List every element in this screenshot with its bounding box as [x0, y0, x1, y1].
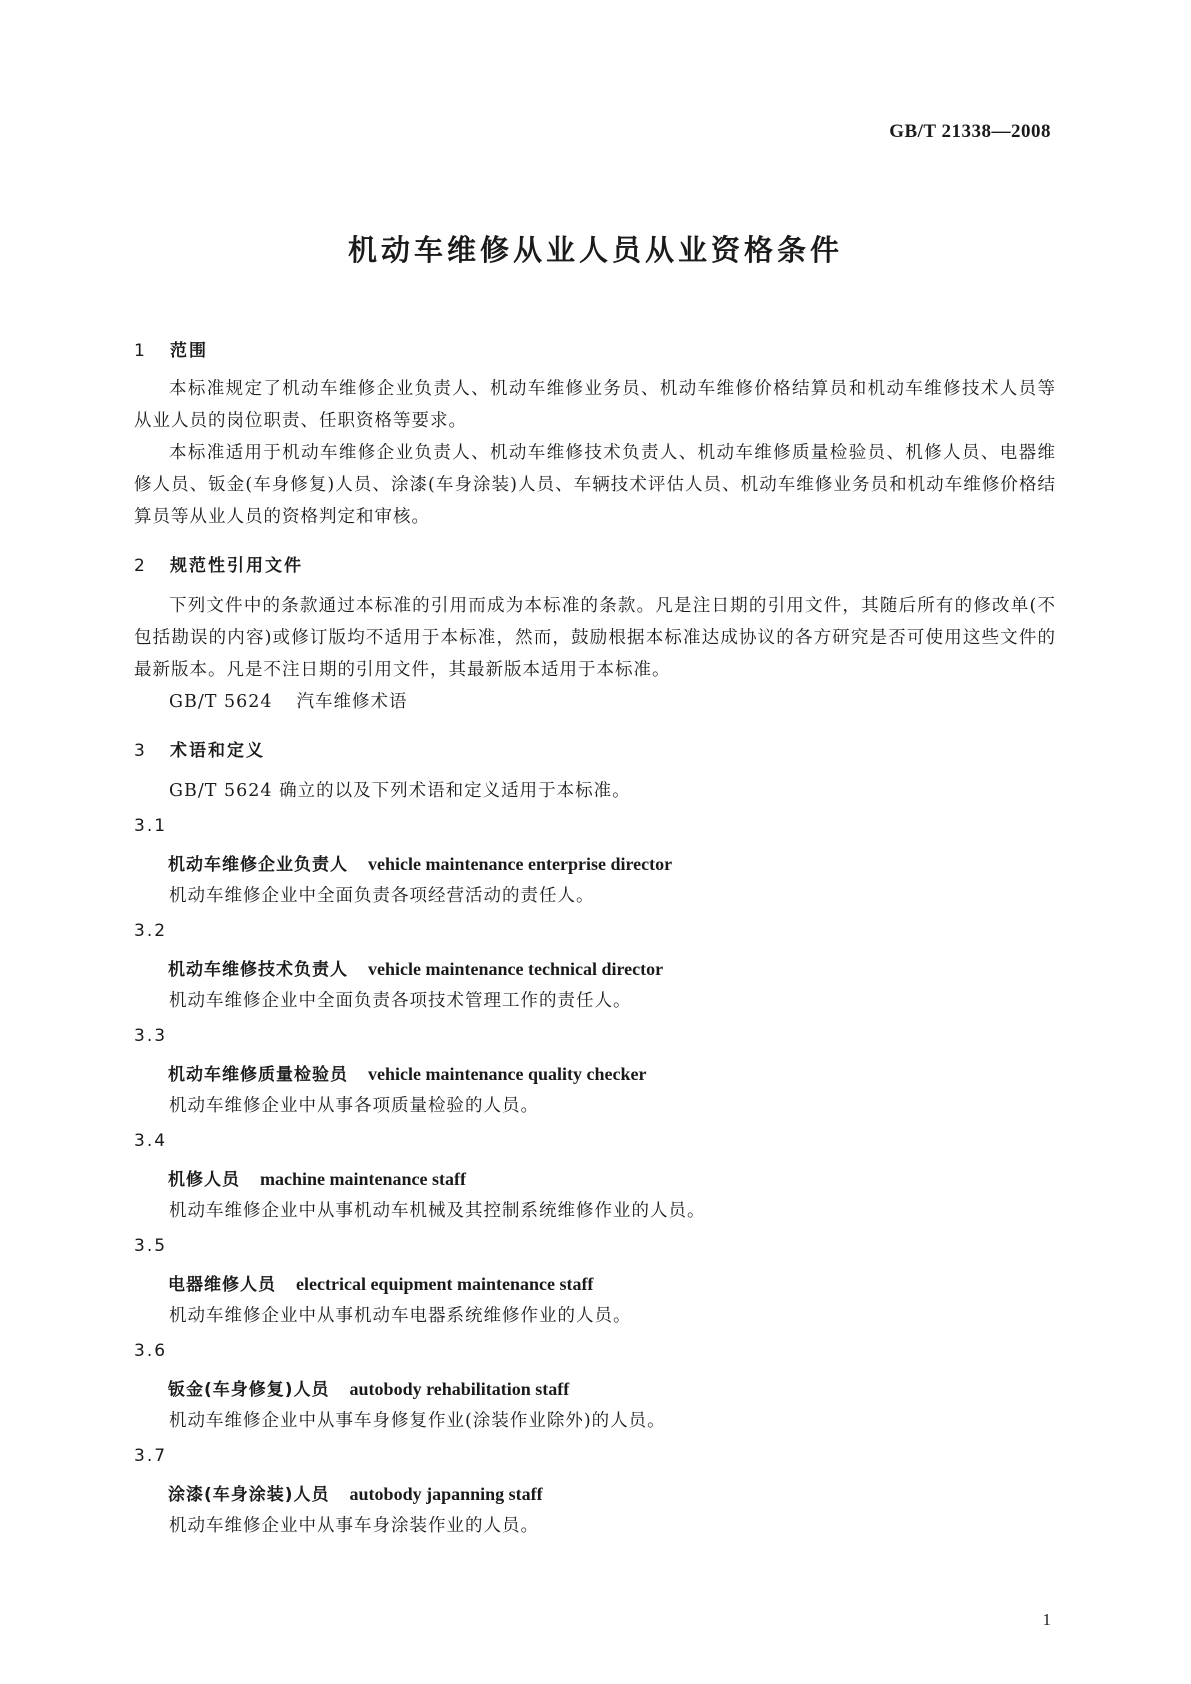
term-cn: 电器维修人员	[168, 1275, 276, 1295]
reference-code: GB/T 5624	[169, 692, 273, 712]
term-en: vehicle maintenance technical director	[368, 959, 664, 979]
paragraph: 下列文件中的条款通过本标准的引用而成为本标准的条款。凡是注日期的引用文件，其随后所有的修改单(不包括勘误的内容)或修订版均不适用于本标准，然而，鼓励根据本标准达成协议的各方研究是否可使用这些文件的最新版本。凡是不注日期的引用文件，其最新版本适用于本标准。	[134, 596, 1056, 680]
clause-number: 3.2	[134, 921, 168, 941]
term-cn: 机修人员	[168, 1170, 240, 1190]
term-name	[134, 849, 1056, 880]
term-cn: 机动车维修企业负责人	[168, 855, 348, 875]
term-cn: 机动车维修技术负责人	[168, 960, 348, 980]
clause-number: 3.3	[134, 1026, 168, 1046]
term-en: electrical equipment maintenance staff	[296, 1274, 594, 1294]
clause-number: 3.4	[134, 1131, 168, 1151]
paragraph: 本标准规定了机动车维修企业负责人、机动车维修业务员、机动车维修价格结算员和机动车维修技术人员等从业人员的岗位职责、任职资格等要求。	[134, 379, 1056, 431]
term-name	[134, 1479, 1056, 1510]
term-entry	[134, 916, 1056, 1017]
section-heading-2	[134, 551, 1056, 576]
term-definition: 机动车维修企业中从事车身修复作业(涂装作业除外)的人员。	[169, 1411, 666, 1431]
section-heading-3	[134, 736, 1056, 761]
term-definition: 机动车维修企业中全面负责各项技术管理工作的责任人。	[169, 991, 632, 1011]
term-en: vehicle maintenance enterprise director	[368, 854, 673, 874]
paragraph: GB/T 5624 确立的以及下列术语和定义适用于本标准。	[169, 781, 631, 801]
term-entry	[134, 811, 1056, 912]
clause-number: 3.5	[134, 1236, 168, 1256]
page-number: 1	[1042, 1610, 1051, 1629]
term-name	[134, 1059, 1056, 1090]
term-entry	[134, 1441, 1056, 1542]
term-en: autobody rehabilitation staff	[349, 1379, 570, 1399]
term-en: machine maintenance staff	[260, 1169, 466, 1189]
term-name	[134, 1164, 1056, 1195]
reference-title: 汽车维修术语	[296, 692, 408, 712]
term-entry	[134, 1021, 1056, 1122]
standard-code: GB/T 21338—2008	[889, 121, 1051, 142]
term-definition: 机动车维修企业中从事机动车机械及其控制系统维修作业的人员。	[169, 1201, 706, 1221]
term-definition: 机动车维修企业中从事各项质量检验的人员。	[169, 1096, 539, 1116]
term-definition: 机动车维修企业中从事机动车电器系统维修作业的人员。	[169, 1306, 632, 1326]
term-name	[134, 1269, 1056, 1300]
document-body	[134, 336, 1056, 1542]
section-number: 1	[134, 341, 147, 361]
term-en: autobody japanning staff	[349, 1484, 543, 1504]
section-title: 范围	[170, 341, 208, 361]
paragraph: 本标准适用于机动车维修企业负责人、机动车维修技术负责人、机动车维修质量检验员、机修人员、电器维修人员、钣金(车身修复)人员、涂漆(车身涂装)人员、车辆技术评估人员、机动车维修业务员和机动车维修价格结算员等从业人员的资格判定和审核。	[134, 443, 1056, 527]
clause-number: 3.6	[134, 1341, 168, 1361]
term-definition: 机动车维修企业中全面负责各项经营活动的责任人。	[169, 886, 595, 906]
term-cn: 涂漆(车身涂装)人员	[168, 1485, 330, 1505]
normative-reference	[134, 686, 1056, 718]
term-en: vehicle maintenance quality checker	[368, 1064, 647, 1084]
term-cn: 钣金(车身修复)人员	[168, 1380, 330, 1400]
clause-number: 3.7	[134, 1446, 168, 1466]
section-heading-1	[134, 336, 1056, 361]
section-number: 3	[134, 741, 147, 761]
term-entry	[134, 1336, 1056, 1437]
document-title: 机动车维修从业人员从业资格条件	[347, 233, 843, 267]
term-entry	[134, 1231, 1056, 1332]
term-name	[134, 1374, 1056, 1405]
section-title: 规范性引用文件	[170, 556, 303, 576]
clause-number: 3.1	[134, 816, 168, 836]
term-entry	[134, 1126, 1056, 1227]
section-title: 术语和定义	[170, 741, 265, 761]
term-definition: 机动车维修企业中从事车身涂装作业的人员。	[169, 1516, 539, 1536]
term-cn: 机动车维修质量检验员	[168, 1065, 348, 1085]
term-name	[134, 954, 1056, 985]
section-number: 2	[134, 556, 147, 576]
